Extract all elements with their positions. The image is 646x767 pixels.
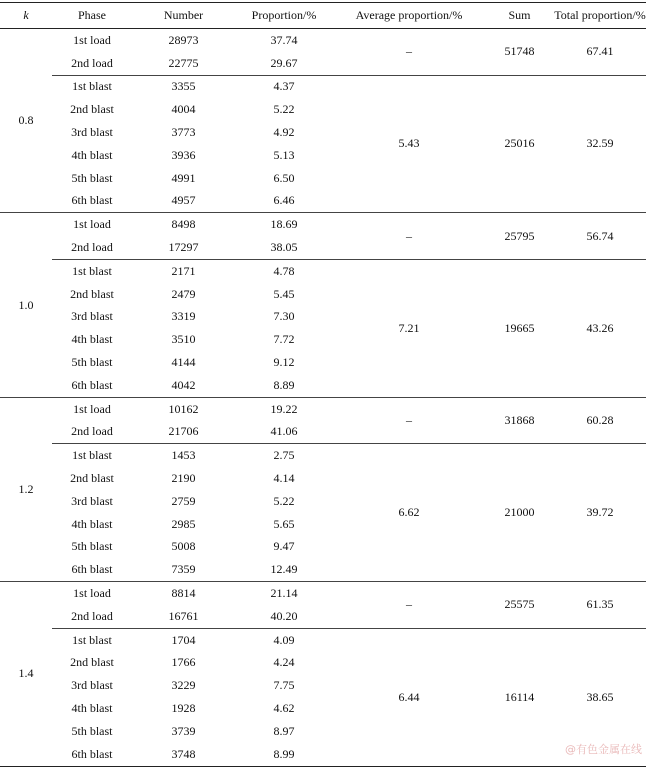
- proportion-cell: 4.24: [273, 655, 295, 670]
- number-cell: 22775: [132, 52, 235, 75]
- proportion-cell: 4.37: [273, 79, 295, 94]
- proportion-cell: 7.75: [273, 678, 295, 693]
- proportion-cell: 6.50: [273, 170, 295, 185]
- sum-cell: 51748: [485, 29, 554, 76]
- phase-cell: 2nd blast: [70, 471, 114, 486]
- k-value-cell: 1.0: [0, 213, 52, 397]
- proportion-cell: 5.65: [273, 516, 295, 531]
- phase-cell: 6th blast: [52, 558, 132, 581]
- proportion-cell: 4.09: [273, 632, 295, 647]
- number-cell: 2759: [171, 493, 196, 508]
- number-cell: 7359: [132, 558, 235, 581]
- sum-cell: 16114: [485, 628, 554, 766]
- number-cell: 2171: [171, 263, 196, 278]
- proportion-cell: 5.22: [273, 493, 295, 508]
- proportion-cell: 5.13: [273, 147, 295, 162]
- number-cell: 1453: [171, 448, 196, 463]
- phase-cell: 3rd blast: [71, 125, 113, 140]
- phase-cell: 3rd blast: [71, 493, 113, 508]
- table-row: [0, 259, 646, 282]
- header-k: k: [0, 3, 52, 29]
- total-proportion-cell: 38.65: [554, 628, 646, 766]
- header-row: [0, 3, 646, 29]
- number-cell: 4042: [132, 374, 235, 397]
- number-cell: 2985: [171, 516, 196, 531]
- average-proportion-cell: –: [333, 213, 485, 260]
- total-proportion-cell: 61.35: [554, 582, 646, 629]
- phase-cell: 4th blast: [71, 516, 113, 531]
- number-cell: 2190: [171, 471, 196, 486]
- table-row: [0, 628, 646, 651]
- number-cell: 4957: [132, 190, 235, 213]
- number-cell: 4004: [171, 102, 196, 117]
- number-cell: 5008: [171, 539, 196, 554]
- phase-cell: 1st load: [73, 32, 111, 47]
- number-cell: 3319: [171, 309, 196, 324]
- sum-cell: 25575: [485, 582, 554, 629]
- total-proportion-cell: 56.74: [554, 213, 646, 260]
- proportion-cell: 38.05: [235, 236, 333, 259]
- proportion-cell: 41.06: [235, 421, 333, 444]
- phase-cell: 1st blast: [72, 448, 112, 463]
- proportion-cell: 4.14: [273, 471, 295, 486]
- phase-cell: 1st blast: [72, 632, 112, 647]
- proportion-cell: 4.78: [273, 263, 295, 278]
- number-cell: 1928: [171, 701, 196, 715]
- proportion-cell: 5.22: [273, 102, 295, 117]
- k-value-cell: 1.2: [0, 397, 52, 581]
- proportion-cell: 6.46: [235, 190, 333, 213]
- sum-cell: 31868: [485, 397, 554, 444]
- data-table: [0, 2, 646, 767]
- phase-cell: 4th blast: [71, 147, 113, 162]
- table-row: [0, 582, 646, 605]
- proportion-cell: 21.14: [270, 586, 298, 601]
- phase-cell: 2nd load: [52, 605, 132, 628]
- number-cell: 3510: [171, 332, 196, 347]
- phase-cell: 4th blast: [71, 332, 113, 347]
- sum-cell: 25795: [485, 213, 554, 260]
- total-proportion-cell: 43.26: [554, 259, 646, 397]
- phase-cell: 6th blast: [52, 190, 132, 213]
- average-proportion-cell: 6.44: [333, 628, 485, 766]
- phase-cell: 3rd blast: [71, 309, 113, 324]
- average-proportion-cell: 6.62: [333, 444, 485, 582]
- table-row: [0, 444, 646, 467]
- total-proportion-cell: 32.59: [554, 75, 646, 213]
- number-cell: 3355: [171, 79, 196, 94]
- number-cell: 21706: [132, 421, 235, 444]
- number-cell: 8814: [171, 586, 196, 601]
- total-proportion-cell: 39.72: [554, 444, 646, 582]
- header-total-proportion: Total proportion/%: [554, 3, 646, 29]
- header-average-proportion: Average proportion/%: [333, 3, 485, 29]
- proportion-cell: 4.92: [273, 125, 295, 140]
- proportion-cell: 7.30: [273, 309, 295, 324]
- phase-cell: 6th blast: [52, 743, 132, 766]
- proportion-cell: 7.72: [273, 332, 295, 347]
- number-cell: 1704: [171, 632, 196, 647]
- number-cell: 8498: [171, 217, 196, 232]
- phase-cell: 5th blast: [71, 723, 113, 738]
- sum-cell: 21000: [485, 444, 554, 582]
- number-cell: 28973: [168, 32, 199, 47]
- number-cell: 3936: [171, 147, 196, 162]
- header-proportion: Proportion/%: [235, 3, 333, 29]
- table-row: [0, 75, 646, 98]
- phase-cell: 1st blast: [72, 263, 112, 278]
- proportion-cell: 19.22: [270, 401, 298, 416]
- number-cell: 4991: [171, 170, 196, 185]
- phase-cell: 2nd load: [52, 421, 132, 444]
- header-sum: Sum: [485, 3, 554, 29]
- phase-cell: 2nd load: [52, 236, 132, 259]
- proportion-cell: 2.75: [273, 448, 295, 463]
- average-proportion-cell: 5.43: [333, 75, 485, 213]
- header-number: Number: [132, 3, 235, 29]
- number-cell: 3229: [171, 678, 196, 693]
- total-proportion-cell: 60.28: [554, 397, 646, 444]
- phase-cell: 5th blast: [71, 355, 113, 370]
- total-proportion-cell: 67.41: [554, 29, 646, 76]
- average-proportion-cell: –: [333, 582, 485, 629]
- phase-cell: 5th blast: [71, 170, 113, 185]
- average-proportion-cell: 7.21: [333, 259, 485, 397]
- proportion-cell: 37.74: [270, 32, 298, 47]
- proportion-cell: 40.20: [235, 605, 333, 628]
- k-value-cell: 0.8: [0, 29, 52, 213]
- number-cell: 1766: [171, 655, 196, 670]
- number-cell: 16761: [132, 605, 235, 628]
- phase-cell: 1st load: [73, 401, 111, 416]
- proportion-cell: 9.12: [273, 355, 295, 370]
- sum-cell: 19665: [485, 259, 554, 397]
- number-cell: 2479: [171, 286, 196, 301]
- proportion-cell: 5.45: [273, 286, 295, 301]
- phase-cell: 1st load: [73, 217, 111, 232]
- proportion-cell: 8.89: [235, 374, 333, 397]
- number-cell: 10162: [168, 401, 199, 416]
- number-cell: 4144: [171, 355, 196, 370]
- proportion-cell: 4.62: [273, 701, 295, 715]
- watermark-text: @有色金属在线: [565, 743, 642, 756]
- table-body: [0, 29, 646, 767]
- phase-cell: 1st load: [73, 586, 111, 601]
- sum-cell: 25016: [485, 75, 554, 213]
- table-row: [0, 29, 646, 52]
- proportion-cell: 29.67: [235, 52, 333, 75]
- average-proportion-cell: –: [333, 397, 485, 444]
- number-cell: 3739: [171, 723, 196, 738]
- header-phase: Phase: [52, 3, 132, 29]
- proportion-cell: 8.99: [235, 743, 333, 766]
- phase-cell: 2nd blast: [70, 102, 114, 117]
- phase-cell: 6th blast: [52, 374, 132, 397]
- phase-cell: 4th blast: [71, 701, 113, 715]
- proportion-cell: 8.97: [273, 723, 295, 738]
- phase-cell: 5th blast: [71, 539, 113, 554]
- table-row: [0, 213, 646, 236]
- number-cell: 17297: [132, 236, 235, 259]
- phase-cell: 3rd blast: [71, 678, 113, 693]
- k-value-cell: 1.4: [0, 582, 52, 766]
- number-cell: 3773: [171, 125, 196, 140]
- proportion-cell: 18.69: [270, 217, 298, 232]
- table-row: [0, 397, 646, 420]
- phase-cell: 2nd blast: [70, 655, 114, 670]
- proportion-cell: 9.47: [273, 539, 295, 554]
- phase-cell: 1st blast: [72, 79, 112, 94]
- proportion-cell: 12.49: [235, 558, 333, 581]
- number-cell: 3748: [132, 743, 235, 766]
- phase-cell: 2nd load: [52, 52, 132, 75]
- phase-cell: 2nd blast: [70, 286, 114, 301]
- average-proportion-cell: –: [333, 29, 485, 76]
